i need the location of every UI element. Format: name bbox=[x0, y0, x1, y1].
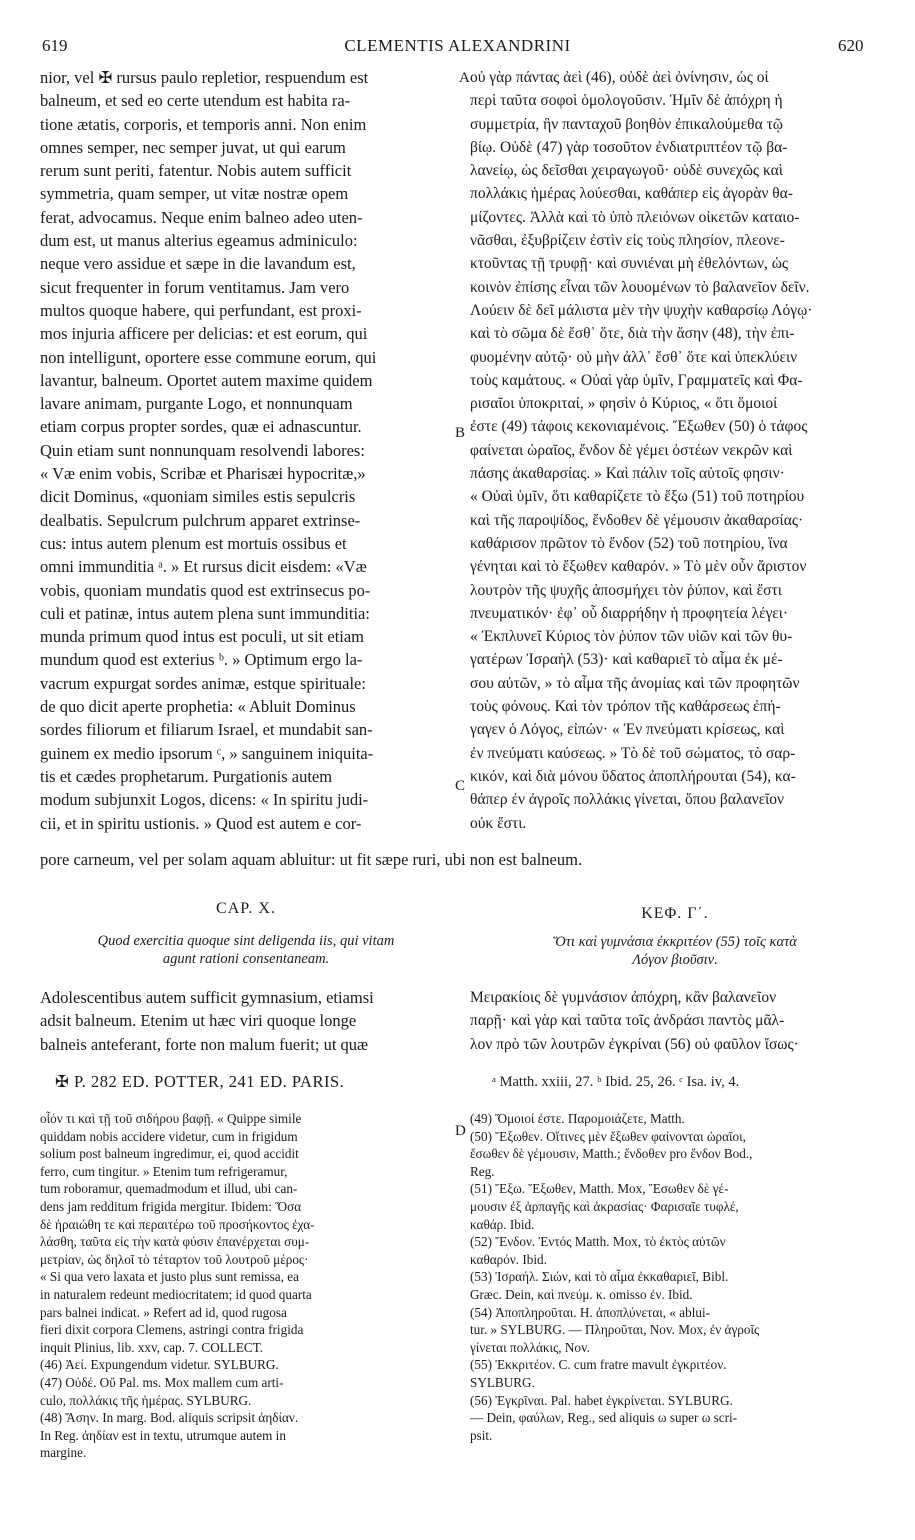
greek-text-line: λανείῳ, ὡς δεῖσθαι χειραγωγοῦ· οὐδὲ συνεχῶς καὶ bbox=[470, 162, 783, 180]
footnote-line: γίνεται πολλάκις, Nov. bbox=[470, 1339, 591, 1355]
footnote-line: « Si qua vero laxata et justo plus sunt remissa, ea bbox=[40, 1269, 299, 1285]
footnote-line: psit. bbox=[470, 1427, 493, 1443]
footnote-line: ferro, cum tingitur. » Etenim tum refrigeramur, bbox=[40, 1163, 288, 1179]
latin-column bbox=[40, 66, 452, 835]
cap-greek-subtitle-1: Ὅτι καὶ γυμνάσια ἐκκριτέον (55) τοῖς κατὰ bbox=[553, 934, 797, 950]
footnote-line: (47) Οὐδέ. Οὔ Pal. ms. Mox mallem cum arti- bbox=[40, 1374, 284, 1390]
latin-text-line: omnes semper, nec semper juvat, ut qui earum bbox=[40, 137, 346, 157]
greek-text-line: γαγεν ὁ Λόγος, εἰπών· « Ἐν πνεύματι κρίσεως, καὶ bbox=[470, 721, 785, 739]
latin-text-line: munda primum quod intus est poculi, ut sit etiam bbox=[40, 627, 365, 647]
footnote-line: δὲ ἠραιώθη τε καὶ περαιτέρω τοῦ προσήκοντος ἐχα- bbox=[40, 1216, 315, 1232]
greek-text-line: ρισαῖοι ὑποκριταί, » φησὶν ὁ Κύριος, « ὅτι ὅμοιοί bbox=[470, 395, 778, 413]
footnote-line: οἷόν τι καὶ τῇ τοῦ σιδήρου βαφῇ. « Quippe simile bbox=[40, 1111, 302, 1126]
latin-text-line: lavantur, balneum. Oportet autem maxime quidem bbox=[40, 370, 373, 390]
latin-text-line: rerum sunt periti, fatentur. Nobis autem sufficit bbox=[40, 161, 352, 181]
latin-text-line: vacrum expurgat sordes animæ, estque spirituale: bbox=[40, 673, 366, 693]
footnote-line: solium post balneum ingredimur, ei, quod accidit bbox=[40, 1146, 299, 1162]
latin-text-line: dum est, ut manus alterius egeamus adminiculo: bbox=[40, 231, 358, 251]
greek-text-line: οὐκ ἔστι. bbox=[470, 814, 527, 832]
greek-text-line: γατέρων Ἰσραὴλ (53)· καὶ καθαριεῖ τὸ αἷμα ἐκ μέ- bbox=[470, 651, 783, 669]
footnote-line: Reg. bbox=[470, 1163, 495, 1179]
latin-text-line: multos quoque habere, qui perfundant, est proxi- bbox=[40, 300, 362, 320]
latin-text-line: ferat, advocamus. Neque enim balneo adeo uten- bbox=[40, 207, 363, 227]
running-title: CLEMENTIS ALEXANDRINI bbox=[344, 36, 571, 55]
latin-text-line: sordes filiorum et filiarum Israel, et mundabit san- bbox=[40, 720, 373, 740]
greek-text-line: « Οὐαὶ ὑμῖν, ὅτι καθαρίζετε τὸ ἔξω (51) τοῦ ποτηρίου bbox=[470, 488, 805, 506]
footnote-line: pars balnei indicat. » Refert ad id, quod rugosa bbox=[40, 1304, 287, 1320]
greek-text-line: πάσης ἀκαθαρσίας. » Καὶ πάλιν τοῖς αὐτοῖς φησιν· bbox=[470, 465, 785, 483]
footnote-line: fieri dixit corpora Clemens, astringi contra frigida bbox=[40, 1322, 304, 1338]
latin-text-line: tis et cædes prophetarum. Purgationis autem bbox=[40, 766, 333, 786]
greek-text-line: πνευματικόν· ἐφ᾽ οὗ διαρρήδην ἡ προφητεία λέγει· bbox=[470, 604, 789, 622]
latin-text-line: culi et patinæ, intus autem plena sunt immunditia: bbox=[40, 603, 370, 623]
latin-text-line: modum subjunxit Logos, dicens: « In spiritu judi- bbox=[40, 790, 369, 810]
latin-full-line: pore carneum, vel per solam aquam abluitur: ut fit sæpe ruri, ubi non est balneum. bbox=[40, 850, 583, 869]
edition-line: ✠ P. 282 ED. POTTER, 241 ED. PARIS. bbox=[55, 1072, 345, 1091]
cap-latin-heading: CAP. X. bbox=[216, 900, 276, 917]
footnote-line: Græc. Dein, καὶ πνεύμ. κ. omisso ἐν. Ibid. bbox=[470, 1286, 693, 1302]
greek-text-line: γένηται καὶ τὸ ἔξωθεν καθαρόν. » Τὸ μὲν οὖν ἄριστον bbox=[470, 558, 807, 576]
greek-text-line: φυομένην αὐτῷ· οὐ μὴν ἀλλ᾽ ἔσθ᾽ ὅτε καὶ ὑπεκλύειν bbox=[470, 348, 798, 366]
cap-latin-subtitle-1: Quod exercitia quoque sint deligenda iis, qui vitam bbox=[97, 933, 395, 949]
latin-text-line: neque vero assidue et sæpe in die lavandum est, bbox=[40, 254, 356, 274]
footnote-line: dens jam redditum frigida mergitur. Ibidem: Ὅσα bbox=[40, 1198, 302, 1214]
footnote-line: (52) Ἔνδον. Ἐντός Matth. Mox, τὸ ἐκτὸς αὐτῶν bbox=[470, 1234, 726, 1250]
footnote-line: (56) Ἐγκρῖναι. Pal. habet ἐγκρίνεται. SYLBURG. bbox=[470, 1392, 733, 1408]
greek-text-line: κοινὸν ἐπίσης εἶναι τῶν λουομένων τὸ βαλανεῖον δεῖν. bbox=[470, 278, 810, 296]
greek-text-line: τοὺς φόνους. Καὶ τὸν τρόπον τῆς καθάρσεως ἐπή- bbox=[470, 698, 781, 716]
latin-text-line: non intelligunt, oportere esse commune eorum, qui bbox=[40, 347, 377, 367]
footnote-line: (50) Ἔξωθεν. Οἵτινες μὲν ἔξωθεν φαίνονται ὡραῖοι, bbox=[470, 1128, 746, 1144]
footnote-line: quiddam nobis accidere videtur, cum in frigidum bbox=[40, 1128, 298, 1144]
greek-text-line: ἐστε (49) τάφοις κεκονιαμένοις. Ἔξωθεν (50) ὁ τάφος bbox=[470, 418, 808, 436]
cap-latin-line: Adolescentibus autem sufficit gymnasium, etiamsi bbox=[40, 988, 374, 1007]
footnote-line: margine. bbox=[40, 1445, 87, 1461]
cap-latin-line: balneis anteferant, forte non malum fuerit; ut quæ bbox=[40, 1034, 369, 1054]
greek-text-line: σου αὐτῶν, » τὸ αἷμα τῆς ἀνομίας καὶ τῶν προφητῶν bbox=[470, 674, 800, 692]
latin-text-line: balneum, et sed eo certe utendum est habita ra- bbox=[40, 91, 351, 111]
cap-latin-section bbox=[40, 900, 452, 968]
notes-right-column bbox=[470, 1110, 880, 1444]
footnote-line: SYLBURG. bbox=[470, 1374, 535, 1390]
footnote-line: (48) Ἄσην. In marg. Bod. aliquis scripsit ἀηδίαν. bbox=[40, 1410, 299, 1426]
latin-text-line: nior, vel ✠ rursus paulo repletior, respuendum est bbox=[40, 68, 369, 87]
greek-text-line: κτοῦντας τῇ τρυφῇ· καὶ συνιέναι μὴ ἐθελόντων, ὡς bbox=[470, 255, 789, 273]
greek-text-line: καὶ τῆς παροψίδος, ἔνδοθεν δὲ γέμουσιν ἀκαθαρσίας· bbox=[470, 511, 804, 529]
footnote-line: μετρίαν, ὡς δηλοῖ τὸ τέταρτον τοῦ λουτροῦ μέρος· bbox=[40, 1251, 309, 1267]
latin-text-line: symmetria, quam semper, ut vitæ nostræ opem bbox=[40, 184, 349, 204]
latin-text-line: dealbatis. Sepulcrum pulchrum apparet extrinse- bbox=[40, 510, 361, 530]
scripture-references: ᵃ Matth. xxiii, 27. ᵇ Ibid. 25, 26. ᶜ Isa. iv, 4. bbox=[492, 1074, 740, 1090]
cap-latin-line: adsit balneum. Etenim ut hæc viri quoque longe bbox=[40, 1011, 357, 1031]
cap-greek-section bbox=[470, 905, 880, 969]
margin-letter-a: A bbox=[459, 70, 470, 86]
cap-greek-line: παρῇ· καὶ γὰρ καὶ ταῦτα τοῖς ἀνδράσι παντὸς μᾶλ- bbox=[470, 1012, 785, 1030]
footnote-line: (54) Ἀποπληροῦται. Η. ἀποπλύνεται, « ablui- bbox=[470, 1304, 711, 1320]
cap-greek-subtitle-2: Λόγον βιοῦσιν. bbox=[632, 952, 718, 968]
footnote-line: tum roboramur, quemadmodum et illud, ubi can- bbox=[40, 1181, 298, 1197]
latin-text-line: mundum quod est exterius ᵇ. » Optimum ergo la- bbox=[40, 650, 363, 670]
page-number-right: 620 bbox=[838, 36, 864, 55]
cap-greek-body bbox=[470, 986, 880, 1056]
cap-greek-line: λον πρὸ τῶν λουτρῶν ἐγκρίναι (56) οὐ φαῦλον ἴσως· bbox=[470, 1035, 799, 1053]
margin-letter-b: B bbox=[455, 425, 466, 441]
cap-latin-subtitle-2: agunt rationi consentaneam. bbox=[162, 951, 330, 967]
greek-text-line: κικόν, καὶ διὰ μόνου ὕδατος ἀποπλήρουται (54), κα- bbox=[470, 767, 796, 785]
footnote-line: (53) Ἰσραήλ. Σιών, καὶ τὸ αἷμα ἐκκαθαριεῖ, Bibl. bbox=[470, 1269, 729, 1285]
latin-text-line: etiam corpus propter sordes, quæ ei adnascuntur. bbox=[40, 417, 362, 437]
latin-text-line: tione ætatis, corporis, et temporis anni. Non enim bbox=[40, 114, 367, 134]
greek-text-line: Λούειν δὲ δεῖ μάλιστα μὲν τὴν ψυχὴν καθαρσίῳ Λόγῳ· bbox=[470, 301, 813, 319]
footnote-line: (49) Ὅμοιοί ἐστε. Παρομοιάζετε, Matth. bbox=[470, 1111, 685, 1126]
greek-text-line: τοὺς καμάτους. « Οὐαὶ γὰρ ὑμῖν, Γραμματεῖς καὶ Φα- bbox=[470, 371, 803, 389]
footnote-line: — Dein, φαύλων, Reg., sed aliquis ω super ω scri- bbox=[470, 1410, 738, 1426]
latin-text-line: sicut frequenter in forum ventitamus. Jam vero bbox=[40, 277, 350, 297]
greek-text-line: οὐ γὰρ πάντας ἀεὶ (46), οὐδὲ ἀεὶ ὀνίνησιν, ὡς οἱ bbox=[470, 69, 769, 86]
greek-text-line: « Ἐκπλυνεῖ Κύριος τὸν ῥύπον τῶν υἱῶν καὶ τῶν θυ- bbox=[470, 628, 793, 646]
margin-letter-d: D bbox=[455, 1123, 466, 1139]
cap-greek-heading: ΚΕΦ. Γ΄. bbox=[641, 905, 709, 922]
greek-text-line: καθάρισον πρῶτον τὸ ἔνδον (52) τοῦ ποτηρίου, ἵνα bbox=[470, 534, 788, 552]
greek-text-line: νᾶσθαι, ἐξυβρίζειν ἐστὶν εἰς τοὺς πλησίον, πλεονε- bbox=[470, 232, 785, 250]
greek-text-line: θάπερ ἐν ἀγροῖς πολλάκις γίνεται, ὅπου βαλανεῖον bbox=[470, 791, 785, 809]
footnote-line: in naturalem redeunt mediocritatem; id quod quarta bbox=[40, 1286, 312, 1302]
notes-left-column bbox=[40, 1110, 452, 1462]
page-number-left: 619 bbox=[42, 36, 68, 55]
margin-letter-c: C bbox=[455, 778, 466, 794]
greek-text-line: μίζοντες. Ἀλλὰ καὶ τὸ ὑπὸ πλειόνων οἰκετῶν καταιο- bbox=[470, 208, 800, 226]
footnote-line: In Reg. ἀηδίαν est in textu, utrumque autem in bbox=[40, 1427, 286, 1443]
cap-latin-body bbox=[40, 986, 452, 1056]
footnote-line: (46) Ἀεί. Expungendum videtur. SYLBURG. bbox=[40, 1357, 279, 1373]
greek-text-line: πολλάκις ἡμέρας λούεσθαι, καθάπερ εἰς ἀγορὰν θα- bbox=[470, 185, 793, 203]
footnote-line: (55) Ἐκκριτέον. C. cum fratre mavult ἐγκριτέον. bbox=[470, 1357, 727, 1373]
greek-text-line: λουτρὸν τῆς ψυχῆς ἀποσμήχει τὸν ῥύπον, καὶ ἔστι bbox=[470, 581, 782, 599]
greek-text-line: συμμετρία, ἣν πανταχοῦ βοηθὸν ἐπικαλούμεθα τῷ bbox=[470, 115, 784, 133]
latin-text-line: vobis, quoniam mundatis quod est extrinsecus po- bbox=[40, 580, 371, 600]
latin-text-line: mos injuria afficere per delicias: et est eorum, qui bbox=[40, 324, 368, 344]
greek-column bbox=[470, 66, 880, 835]
latin-text-line: lavare animam, purgante Logo, et nonnunquam bbox=[40, 394, 353, 414]
latin-text-line: Quin etiam sunt nonnunquam resolvendi labores: bbox=[40, 440, 365, 460]
greek-text-line: ἐν πνεύματι καύσεως. » Τὸ δὲ τοῦ σώματος, τὸ σαρ- bbox=[470, 744, 796, 762]
footnote-line: μουσιν ἐξ ἁρπαγῆς καὶ ἀκρασίας· Φαρισαῖε τυφλέ, bbox=[470, 1198, 739, 1214]
latin-text-line: dicit Dominus, «quoniam similes estis sepulcris bbox=[40, 487, 356, 507]
footnote-line: culo, πολλάκις τῆς ἡμέρας. SYLBURG. bbox=[40, 1392, 252, 1408]
footnote-line: ἔσωθεν δὲ γέμουσιν, Matth.; ἔνδοθεν pro ἔνδον Bod., bbox=[470, 1146, 753, 1162]
footnote-line: λάσθη, ταῦτα εἰς τὴν κατὰ φύσιν ἐπανέρχεται συμ- bbox=[40, 1234, 310, 1250]
footnote-line: καθάρ. Ibid. bbox=[470, 1216, 535, 1232]
greek-text-line: φαίνεται ὡραῖος, ἔνδον δὲ γέμει ὀστέων νεκρῶν καὶ bbox=[470, 441, 793, 459]
latin-text-line: guinem ex medio ipsorum ᶜ, » sanguinem iniquita- bbox=[40, 743, 374, 763]
latin-text-line: de quo dicit aperte prophetia: « Abluit Dominus bbox=[40, 697, 356, 717]
latin-text-line: cii, et in spiritu ustionis. » Quod est autem e cor- bbox=[40, 813, 362, 833]
footnote-line: (51) Ἔξω. Ἔξωθεν, Matth. Mox, Ἔσωθεν δὲ γέ- bbox=[470, 1181, 729, 1197]
latin-text-line: « Væ enim vobis, Scribæ et Pharisæi hypocritæ,» bbox=[40, 464, 366, 484]
footnote-line: tur. » SYLBURG. — Πληροῦται, Nov. Mox, ἐν ἀγροῖς bbox=[470, 1322, 760, 1338]
cap-greek-line: Μειρακίοις δὲ γυμνάσιον ἀπόχρη, κἂν βαλανεῖον bbox=[470, 989, 777, 1006]
greek-text-line: καὶ τὸ σῶμα δὲ ἔσθ᾽ ὅτε, διὰ τὴν ἄσην (48), τὴν ἐπι- bbox=[470, 325, 795, 343]
footnote-line: inquit Plinius, lib. xxv, cap. 7. COLLECT. bbox=[40, 1339, 264, 1355]
greek-text-line: περὶ ταῦτα σοφοὶ ὁμολογοῦσιν. Ἡμῖν δὲ ἀπόχρη ἡ bbox=[470, 92, 783, 110]
footnote-line: καθαρόν. Ibid. bbox=[470, 1251, 547, 1267]
latin-text-line: omni immunditia ᵃ. » Et rursus dicit eisdem: «Væ bbox=[40, 557, 367, 577]
greek-text-line: βίῳ. Οὐδὲ (47) γὰρ τοσοῦτον ἐνδιατριπτέον τῷ βα- bbox=[470, 138, 788, 156]
latin-text-line: cus: intus autem plenum est mortuis ossibus et bbox=[40, 533, 347, 553]
